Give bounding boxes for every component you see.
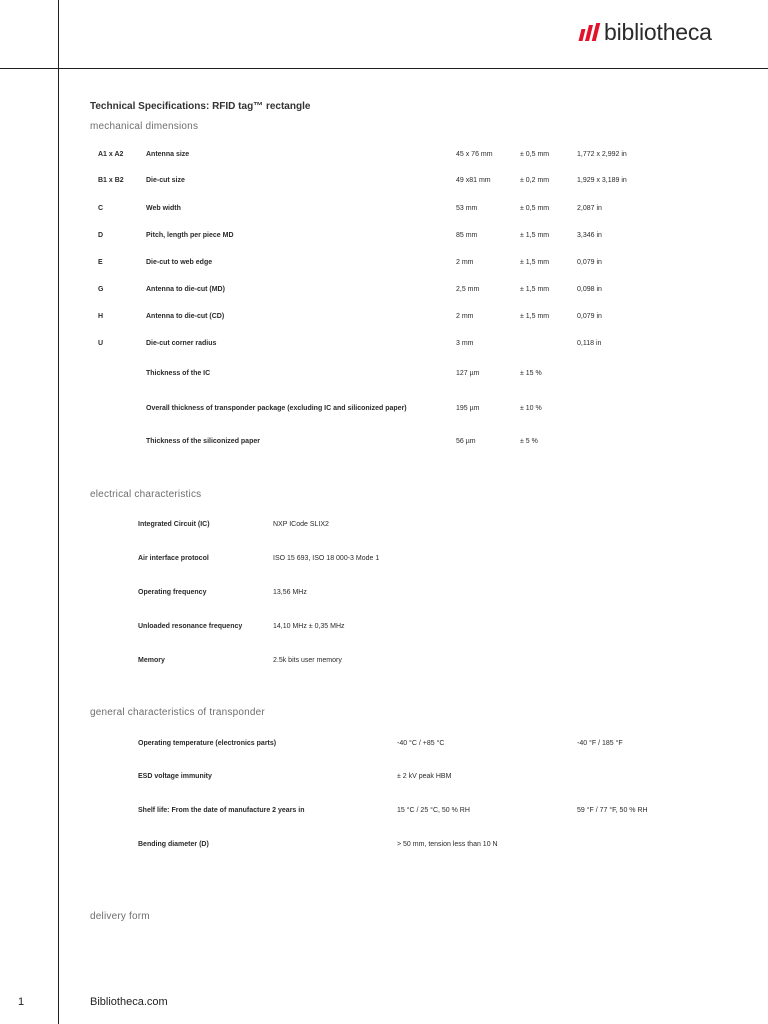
electrical-row-label: Air interface protocol bbox=[138, 555, 209, 562]
general-row-metric: > 50 mm, tension less than 10 N bbox=[397, 841, 498, 848]
electrical-row-value: NXP ICode SLIX2 bbox=[273, 521, 329, 528]
mechanical-heading: mechanical dimensions bbox=[90, 121, 199, 132]
mechanical-row-label: Die-cut to web edge bbox=[146, 259, 213, 266]
mechanical-row-metric: 2 mm bbox=[456, 313, 474, 320]
electrical-row-label: Integrated Circuit (IC) bbox=[138, 521, 210, 528]
electrical-row-label: Unloaded resonance frequency bbox=[138, 623, 243, 630]
mechanical-row-tolerance: ± 0,5 mm bbox=[520, 205, 550, 212]
logo-text: bibliotheca bbox=[604, 18, 712, 45]
mechanical-row-tolerance: ± 1,5 mm bbox=[520, 259, 550, 266]
mechanical-row-imperial: 0,118 in bbox=[577, 340, 602, 347]
mechanical-row-imperial: 0,098 in bbox=[577, 286, 602, 293]
mechanical-row-imperial: 1,929 x 3,189 in bbox=[577, 177, 627, 184]
general-row-label: Shelf life: From the date of manufacture 2 years in bbox=[138, 807, 305, 814]
mechanical-row-label: Thickness of the siliconized paper bbox=[146, 438, 260, 445]
electrical-row-value: 13,56 MHz bbox=[273, 589, 307, 596]
electrical-heading: electrical characteristics bbox=[90, 489, 202, 500]
document-title: Technical Specifications: RFID tag™ rectangle bbox=[90, 101, 311, 112]
logo-mark-icon bbox=[580, 23, 598, 41]
mechanical-row-code: B1 x B2 bbox=[98, 177, 124, 184]
electrical-row-label: Memory bbox=[138, 657, 165, 664]
mechanical-row-tolerance: ± 1,5 mm bbox=[520, 286, 550, 293]
mechanical-row-tolerance: ± 10 % bbox=[520, 405, 542, 412]
left-margin-rule bbox=[58, 0, 59, 1024]
mechanical-row-imperial: 0,079 in bbox=[577, 259, 602, 266]
mechanical-row-metric: 2 mm bbox=[456, 259, 474, 266]
mechanical-row-tolerance: ± 5 % bbox=[520, 438, 538, 445]
mechanical-row-metric: 49 x81 mm bbox=[456, 177, 491, 184]
mechanical-row-tolerance: ± 15 % bbox=[520, 370, 542, 377]
mechanical-row-label: Antenna to die-cut (CD) bbox=[146, 313, 225, 320]
general-row-label: Bending diameter (D) bbox=[138, 841, 209, 848]
mechanical-row-metric: 127 µm bbox=[456, 370, 480, 377]
mechanical-row-label: Die-cut size bbox=[146, 177, 185, 184]
electrical-row-value: 2.5k bits user memory bbox=[273, 657, 342, 664]
mechanical-row-imperial: 0,079 in bbox=[577, 313, 602, 320]
mechanical-row-label: Pitch, length per piece MD bbox=[146, 232, 234, 239]
mechanical-row-metric: 3 mm bbox=[456, 340, 474, 347]
electrical-row-value: 14,10 MHz ± 0,35 MHz bbox=[273, 623, 345, 630]
general-row-label: Operating temperature (electronics parts) bbox=[138, 740, 277, 747]
general-row-imperial: 59 °F / 77 °F, 50 % RH bbox=[577, 807, 648, 814]
general-row-metric: ± 2 kV peak HBM bbox=[397, 773, 452, 780]
mechanical-row-metric: 195 µm bbox=[456, 405, 480, 412]
general-row-label: ESD voltage immunity bbox=[138, 773, 212, 780]
mechanical-row-imperial: 2,087 in bbox=[577, 205, 602, 212]
mechanical-row-tolerance: ± 1,5 mm bbox=[520, 313, 550, 320]
mechanical-row-label: Antenna size bbox=[146, 151, 190, 158]
delivery-heading: delivery form bbox=[90, 911, 150, 922]
mechanical-row-code: C bbox=[98, 205, 104, 212]
mechanical-row-code: A1 x A2 bbox=[98, 151, 124, 158]
general-row-imperial: -40 °F / 185 °F bbox=[577, 740, 623, 747]
mechanical-row-code: U bbox=[98, 340, 104, 347]
general-row-metric: 15 °C / 25 °C, 50 % RH bbox=[397, 807, 470, 814]
bibliotheca-logo bbox=[580, 16, 712, 48]
mechanical-row-tolerance: ± 0,5 mm bbox=[520, 151, 550, 158]
general-heading: general characteristics of transponder bbox=[90, 707, 265, 718]
mechanical-row-code: D bbox=[98, 232, 104, 239]
mechanical-row-metric: 2,5 mm bbox=[456, 286, 480, 293]
mechanical-row-metric: 56 µm bbox=[456, 438, 476, 445]
mechanical-row-label: Overall thickness of transponder package (excluding IC and siliconized paper) bbox=[146, 405, 407, 412]
mechanical-row-code: E bbox=[98, 259, 103, 266]
general-row-metric: -40 °C / +85 °C bbox=[397, 740, 445, 747]
mechanical-row-imperial: 3,346 in bbox=[577, 232, 602, 239]
footer-website: Bibliotheca.com bbox=[90, 996, 168, 1008]
mechanical-row-label: Web width bbox=[146, 205, 181, 212]
mechanical-row-tolerance: ± 1,5 mm bbox=[520, 232, 550, 239]
mechanical-row-label: Die-cut corner radius bbox=[146, 340, 217, 347]
mechanical-row-metric: 85 mm bbox=[456, 232, 478, 239]
electrical-row-value: ISO 15 693, ISO 18 000-3 Mode 1 bbox=[273, 555, 380, 562]
mechanical-row-tolerance: ± 0,2 mm bbox=[520, 177, 550, 184]
mechanical-row-metric: 45 x 76 mm bbox=[456, 151, 493, 158]
mechanical-row-imperial: 1,772 x 2,992 in bbox=[577, 151, 627, 158]
electrical-row-label: Operating frequency bbox=[138, 589, 207, 596]
mechanical-row-label: Thickness of the IC bbox=[146, 370, 211, 377]
mechanical-row-label: Antenna to die-cut (MD) bbox=[146, 286, 225, 293]
page-number: 1 bbox=[18, 996, 25, 1008]
header-rule bbox=[0, 68, 768, 69]
mechanical-row-code: H bbox=[98, 313, 104, 320]
mechanical-row-metric: 53 mm bbox=[456, 205, 478, 212]
mechanical-row-code: G bbox=[98, 286, 104, 293]
